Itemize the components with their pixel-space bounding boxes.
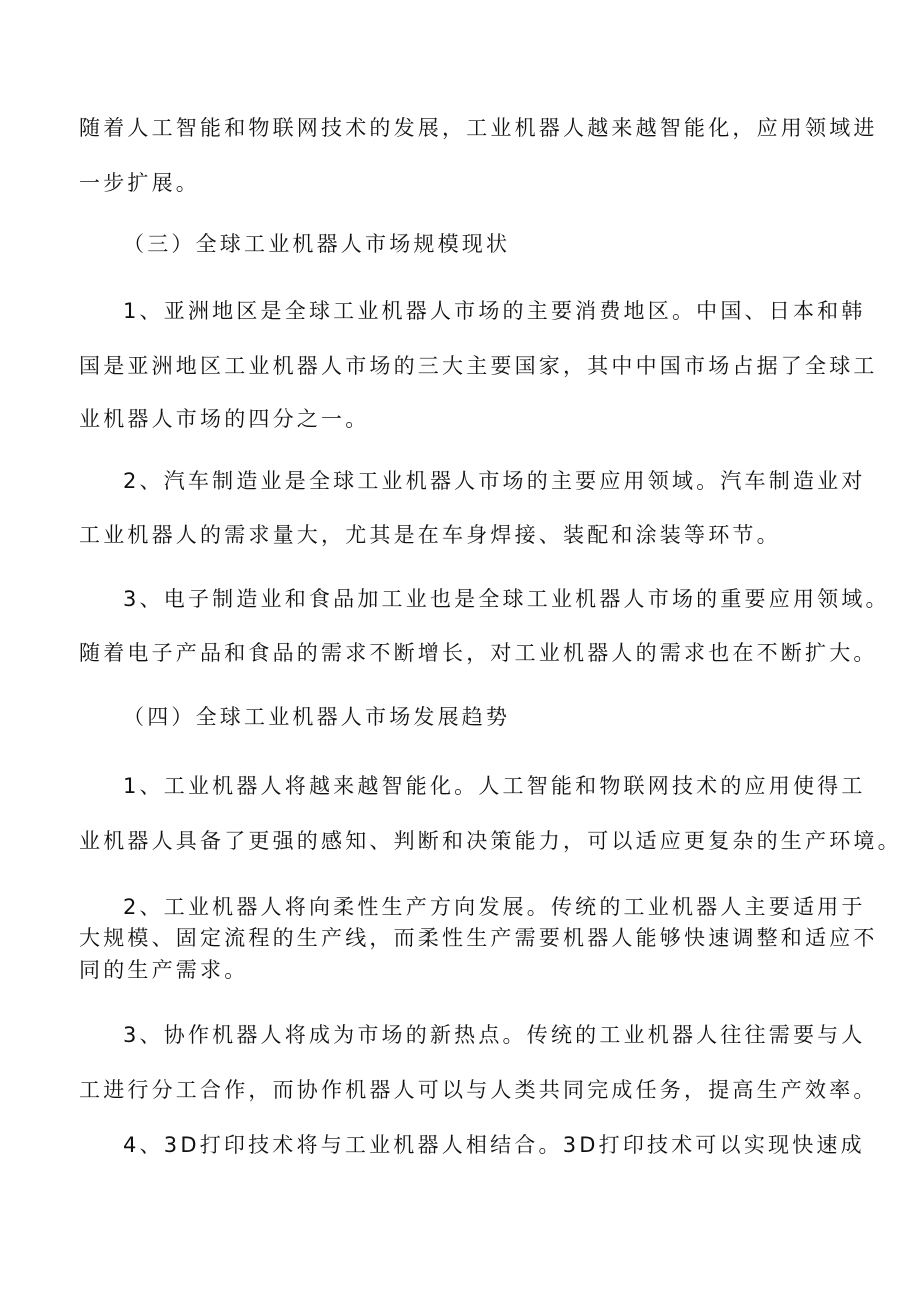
section-heading-4: （四）全球工业机器人市场发展趋势 [123,705,511,729]
paragraph-line: 工业机器人的需求量大，尤其是在车身焊接、装配和涂装等环节。 [79,523,781,547]
paragraph-line: 大规模、固定流程的生产线，而柔性生产需要机器人能够快速调整和适应不 [79,926,878,950]
paragraph-line: 2、工业机器人将向柔性生产方向发展。传统的工业机器人主要适用于 [123,895,866,919]
paragraph-line: 随着人工智能和物联网技术的发展，工业机器人越来越智能化，应用领域进 [79,116,878,140]
paragraph-line: 国是亚洲地区工业机器人市场的三大主要国家，其中中国市场占据了全球工 [79,354,878,378]
paragraph-line: 4、3D打印技术将与工业机器人相结合。3D打印技术可以实现快速成 [123,1133,865,1157]
paragraph-line: 2、汽车制造业是全球工业机器人市场的主要应用领域。汽车制造业对 [123,469,866,493]
paragraph-line: 3、电子制造业和食品加工业也是全球工业机器人市场的重要应用领域。 [123,587,890,611]
paragraph-line: 同的生产需求。 [79,958,249,982]
paragraph-line: 业机器人市场的四分之一。 [79,407,370,431]
section-heading-3: （三）全球工业机器人市场规模现状 [123,232,511,256]
paragraph-line: 3、协作机器人将成为市场的新热点。传统的工业机器人往往需要与人 [123,1023,866,1047]
paragraph-line: 1、亚洲地区是全球工业机器人市场的主要消费地区。中国、日本和韩 [123,299,866,323]
paragraph-line: 随着电子产品和食品的需求不断增长，对工业机器人的需求也在不断扩大。 [79,641,878,665]
paragraph-line: 工进行分工合作，而协作机器人可以与人类共同完成任务，提高生产效率。 [79,1078,878,1102]
paragraph-line: 业机器人具备了更强的感知、判断和决策能力，可以适应更复杂的生产环境。 [79,829,902,853]
paragraph-line: 1、工业机器人将越来越智能化。人工智能和物联网技术的应用使得工 [123,774,866,798]
paragraph-line: 一步扩展。 [79,171,200,195]
